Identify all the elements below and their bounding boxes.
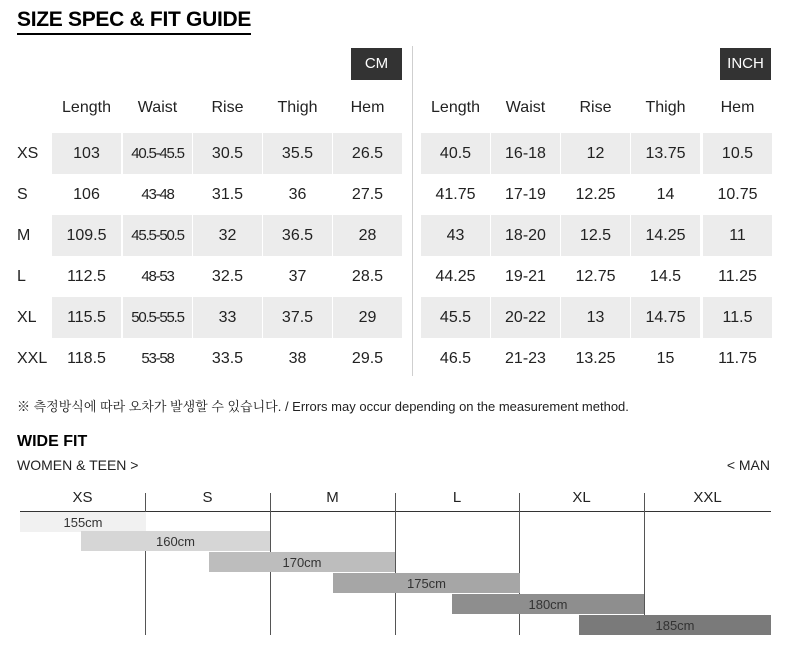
cm-cell-hem: 26.5	[333, 133, 402, 174]
inch-cell-length: 41.75	[435, 186, 476, 203]
fit-scale-s: S	[202, 489, 213, 506]
size-label-s: S	[17, 186, 28, 203]
inch-header-thigh: Thigh	[645, 99, 686, 116]
size-label-m: M	[17, 227, 31, 244]
page-title: SIZE SPEC & FIT GUIDE	[17, 8, 251, 35]
cm-header-length: Length	[62, 99, 111, 116]
cm-cell-rise: 31.5	[211, 186, 244, 203]
cm-cell-hem: 27.5	[351, 186, 384, 203]
inch-cell-waist: 16-18	[491, 133, 560, 174]
inch-cell-rise: 12.25	[575, 186, 616, 203]
cm-cell-hem: 28.5	[351, 268, 384, 285]
cm-cell-hem: 28	[333, 215, 402, 256]
cm-cell-thigh: 36.5	[263, 215, 332, 256]
inch-cell-hem: 10.5	[703, 133, 772, 174]
cm-cell-length: 106	[73, 186, 100, 203]
inch-cell-hem: 11.75	[718, 350, 757, 367]
inch-cell-length: 46.5	[439, 350, 472, 367]
size-label-xxl: XXL	[17, 350, 48, 367]
fit-right-label: < MAN	[726, 457, 770, 473]
inch-cell-rise: 13	[561, 297, 630, 338]
cm-cell-waist: 53-58	[141, 350, 174, 367]
cm-cell-hem: 29	[333, 297, 402, 338]
height-bar: 180cm	[452, 594, 644, 614]
table-divider	[412, 46, 413, 376]
inch-cell-rise: 12.5	[561, 215, 630, 256]
inch-cell-hem: 11	[703, 215, 772, 256]
fit-left-label: WOMEN & TEEN >	[17, 457, 139, 473]
inch-unit-badge: INCH	[720, 48, 771, 80]
cm-cell-rise: 32.5	[211, 268, 244, 285]
cm-header-hem: Hem	[350, 99, 385, 116]
inch-cell-thigh: 14	[656, 186, 675, 203]
inch-cell-hem: 11.5	[703, 297, 772, 338]
inch-cell-hem: 11.25	[718, 268, 757, 285]
cm-header-thigh: Thigh	[277, 99, 318, 116]
fit-scale-xl: XL	[572, 489, 591, 506]
cm-cell-length: 115.5	[52, 297, 121, 338]
height-bar: 160cm	[81, 531, 270, 551]
inch-cell-rise: 13.25	[575, 350, 616, 367]
cm-cell-length: 112.5	[67, 268, 106, 285]
fit-title: WIDE FIT	[17, 433, 88, 450]
height-bar: 170cm	[209, 552, 395, 572]
inch-cell-rise: 12.75	[575, 268, 616, 285]
height-bar: 185cm	[579, 615, 771, 635]
cm-cell-waist: 43-48	[141, 186, 174, 203]
size-label-xs: XS	[17, 145, 39, 162]
cm-cell-waist: 40.5-45.5	[123, 133, 192, 174]
cm-cell-rise: 33.5	[211, 350, 244, 367]
cm-cell-length: 103	[52, 133, 121, 174]
fit-scale-divider	[644, 493, 645, 635]
inch-header-rise: Rise	[579, 99, 612, 116]
size-label-l: L	[17, 268, 26, 285]
inch-cell-waist: 20-22	[491, 297, 560, 338]
cm-cell-rise: 30.5	[193, 133, 262, 174]
fit-scale-l: L	[452, 489, 462, 506]
cm-cell-rise: 32	[193, 215, 262, 256]
cm-unit-badge: CM	[351, 48, 402, 80]
inch-cell-thigh: 13.75	[631, 133, 700, 174]
inch-cell-thigh: 14.5	[649, 268, 682, 285]
inch-cell-hem: 10.75	[717, 186, 758, 203]
inch-cell-thigh: 15	[656, 350, 675, 367]
cm-cell-thigh: 37.5	[263, 297, 332, 338]
cm-header-waist: Waist	[137, 99, 178, 116]
inch-cell-waist: 19-21	[505, 268, 546, 285]
inch-cell-length: 44.25	[435, 268, 476, 285]
cm-cell-thigh: 37	[288, 268, 307, 285]
inch-cell-thigh: 14.25	[631, 215, 700, 256]
measurement-note: ※ 측정방식에 따라 오차가 발생할 수 있습니다. / Errors may occur depending on the measurement method.	[17, 399, 629, 414]
cm-cell-thigh: 36	[288, 186, 307, 203]
inch-cell-length: 40.5	[421, 133, 490, 174]
inch-cell-waist: 21-23	[505, 350, 546, 367]
fit-scale-divider	[395, 493, 396, 635]
inch-header-length: Length	[431, 99, 480, 116]
height-bar: 175cm	[333, 573, 520, 593]
cm-cell-thigh: 35.5	[263, 133, 332, 174]
cm-cell-waist: 50.5-55.5	[123, 297, 192, 338]
cm-cell-thigh: 38	[288, 350, 307, 367]
inch-header-hem: Hem	[720, 99, 755, 116]
height-bar: 155cm	[20, 512, 146, 532]
cm-cell-length: 109.5	[52, 215, 121, 256]
size-label-xl: XL	[17, 309, 37, 326]
inch-cell-waist: 17-19	[505, 186, 546, 203]
inch-header-waist: Waist	[505, 99, 546, 116]
inch-cell-waist: 18-20	[491, 215, 560, 256]
cm-header-rise: Rise	[211, 99, 244, 116]
fit-scale-m: M	[326, 489, 339, 506]
cm-cell-waist: 45.5-50.5	[123, 215, 192, 256]
cm-cell-hem: 29.5	[351, 350, 384, 367]
cm-cell-waist: 48-53	[141, 268, 174, 285]
cm-cell-length: 118.5	[67, 350, 106, 367]
fit-scale-xs: XS	[72, 489, 93, 506]
fit-scale-xxl: XXL	[693, 489, 722, 506]
inch-cell-length: 43	[421, 215, 490, 256]
inch-cell-thigh: 14.75	[631, 297, 700, 338]
inch-cell-rise: 12	[561, 133, 630, 174]
inch-cell-length: 45.5	[421, 297, 490, 338]
cm-cell-rise: 33	[193, 297, 262, 338]
